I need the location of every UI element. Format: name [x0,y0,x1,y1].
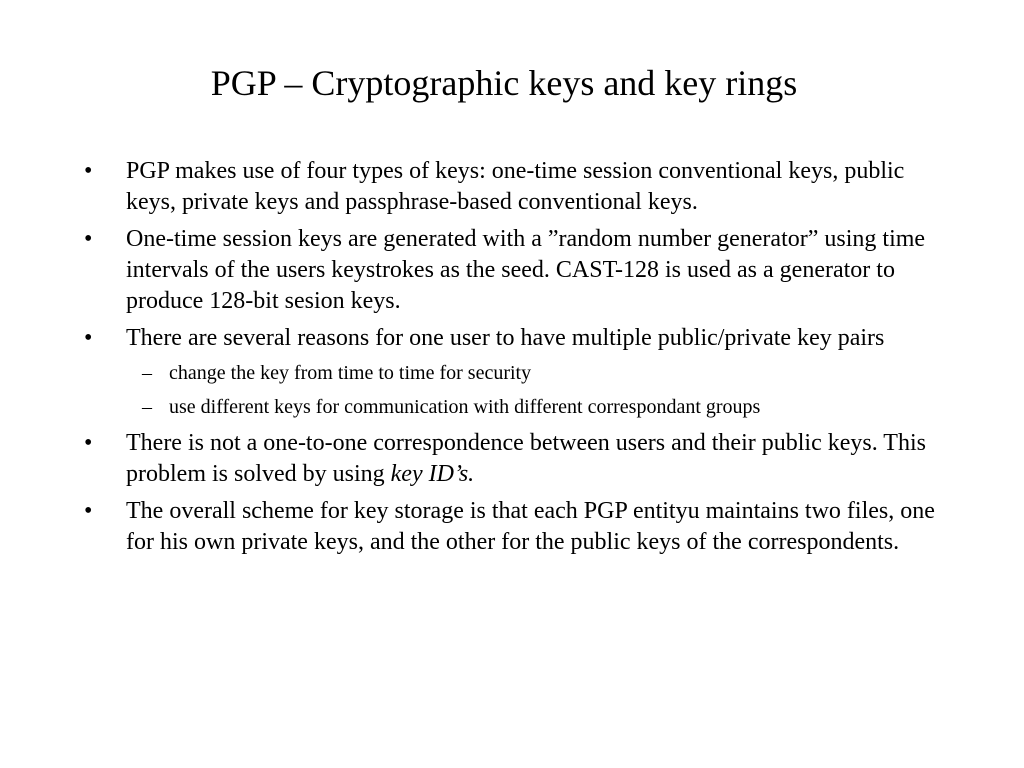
sub-item-change-key [84,360,944,387]
bullet-item-four-key-types [84,156,944,218]
bullet-icon: • [84,498,93,524]
bullet-item-key-ids [84,428,944,490]
slide-title: PGP – Cryptographic keys and key rings [210,63,798,103]
sub-item-different-keys [84,394,944,421]
sub-item-text: use different keys for communication with different correspondant groups [169,396,761,418]
bullet-text: One-time session keys are generated with a ”random number generator” using time intervals of the users keystrokes as the seed. CAST-128 is used as a generator to produce 128-bit sesion keys. [126,226,926,314]
bullet-item-key-storage [84,496,944,558]
bullet-list [84,156,944,564]
bullet-item-multiple-key-pairs [84,323,944,354]
sub-item-text: change the key from time to time for security [169,362,532,384]
dash-icon: – [142,396,152,418]
bullet-item-session-keys [84,224,944,317]
bullet-icon: • [84,325,93,351]
bullet-icon: • [84,158,93,184]
bullet-icon: • [84,430,93,456]
dash-icon: – [142,362,152,384]
bullet-text: There are several reasons for one user to have multiple public/private key pairs [126,325,885,351]
bullet-icon: • [84,226,93,252]
bullet-text: There is not a one-to-one correspondence between users and their public keys. This problem is solved by using [126,430,926,487]
key-id-emphasis: key ID’s. [390,461,475,487]
bullet-text: PGP makes use of four types of keys: one-time session conventional keys, public keys, private keys and passphrase-based conventional keys. [126,158,905,215]
bullet-text: The overall scheme for key storage is that each PGP entityu maintains two files, one for his own private keys, and the other for the public keys of the correspondents. [126,498,935,555]
